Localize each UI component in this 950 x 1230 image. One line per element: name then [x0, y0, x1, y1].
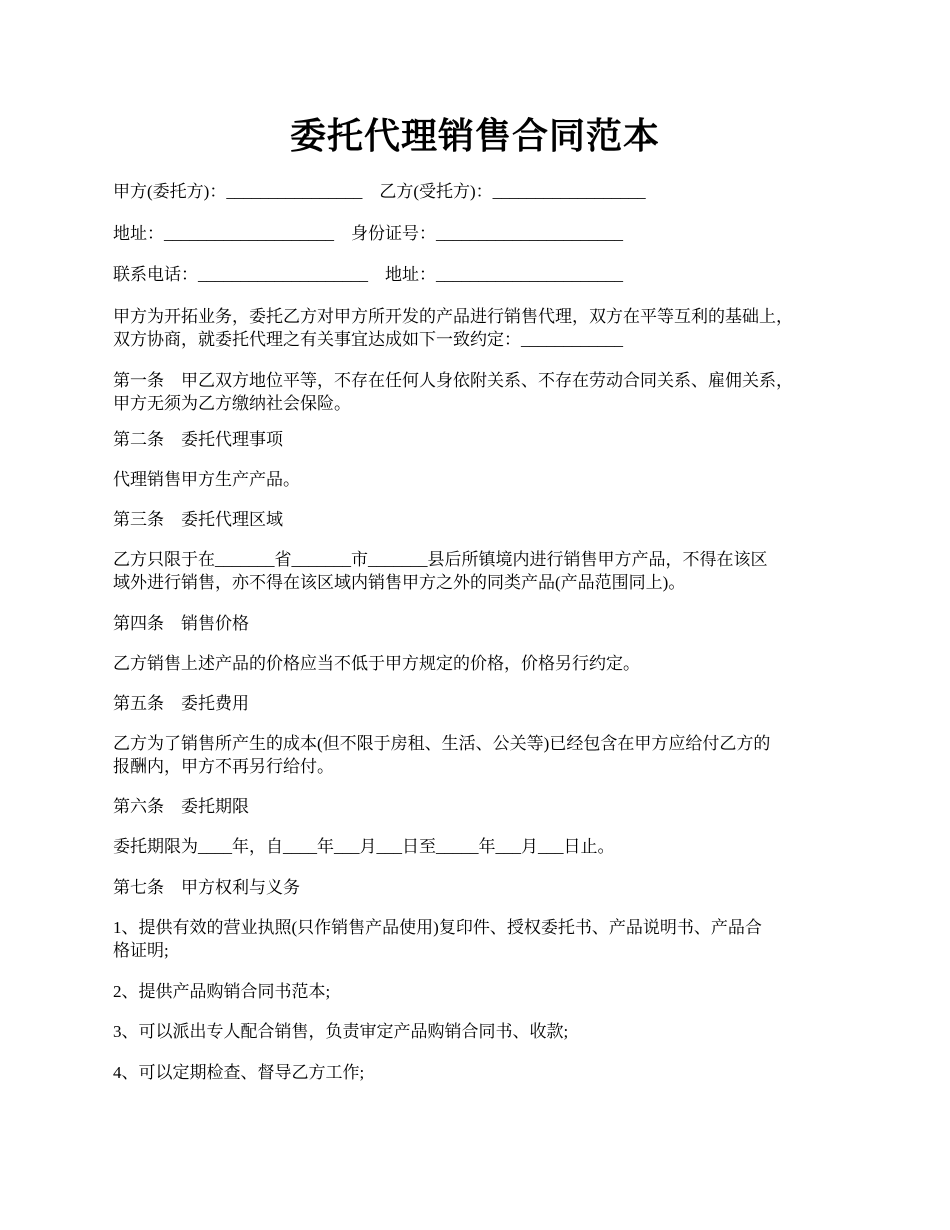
article-6-heading: 第六条 委托期限	[113, 797, 249, 816]
address-id-line: 地址：____________________ 身份证号：______________________	[113, 224, 623, 243]
article-7-item-4: 4、可以定期检查、督导乙方工作;	[113, 1063, 365, 1082]
preamble-line-2: 双方协商，就委托代理之有关事宜达成如下一致约定：____________	[113, 330, 623, 349]
article-7-item-3: 3、可以派出专人配合销售，负责审定产品购销合同书、收款;	[113, 1022, 569, 1041]
article-7-item-2: 2、提供产品购销合同书范本;	[113, 982, 331, 1001]
article-5-heading: 第五条 委托费用	[113, 694, 249, 713]
article-5-body-line-1: 乙方为了销售所产生的成本(但不限于房租、生活、公关等)已经包含在甲方应给付乙方的	[113, 734, 771, 753]
article-2-heading: 第二条 委托代理事项	[113, 430, 283, 449]
article-4-body: 乙方销售上述产品的价格应当不低于甲方规定的价格，价格另行约定。	[113, 654, 640, 673]
article-4-heading: 第四条 销售价格	[113, 614, 249, 633]
document-title: 委托代理销售合同范本	[289, 116, 660, 156]
article-7-item-1-line-1: 1、提供有效的营业执照(只作销售产品使用)复印件、授权委托书、产品说明书、产品合	[113, 918, 762, 937]
article-3-body-line-2: 域外进行销售，亦不得在该区域内销售甲方之外的同类产品(产品范围同上)。	[113, 573, 686, 592]
article-6-body: 委托期限为____年，自____年___月___日至_____年___月___日止。	[113, 837, 615, 856]
article-7-item-1-line-2: 格证明;	[113, 941, 169, 960]
article-7-heading: 第七条 甲方权利与义务	[113, 878, 300, 897]
article-1-line-1: 第一条 甲乙双方地位平等，不存在任何人身依附关系、不存在劳动合同关系、雇佣关系，	[113, 371, 793, 390]
article-3-body-line-1: 乙方只限于在_______省_______市_______县后所镇境内进行销售甲方产品，不得在该区	[113, 550, 768, 569]
article-2-body: 代理销售甲方生产产品。	[113, 470, 300, 489]
article-3-heading: 第三条 委托代理区域	[113, 510, 283, 529]
phone-address-line: 联系电话：____________________ 地址：______________________	[113, 265, 623, 284]
party-line: 甲方(委托方)：________________ 乙方(受托方)：__________________	[113, 182, 646, 201]
preamble-line-1: 甲方为开拓业务，委托乙方对甲方所开发的产品进行销售代理，双方在平等互利的基础上，	[113, 307, 793, 326]
article-1-line-2: 甲方无须为乙方缴纳社会保险。	[113, 394, 351, 413]
article-5-body-line-2: 报酬内，甲方不再另行给付。	[113, 757, 334, 776]
